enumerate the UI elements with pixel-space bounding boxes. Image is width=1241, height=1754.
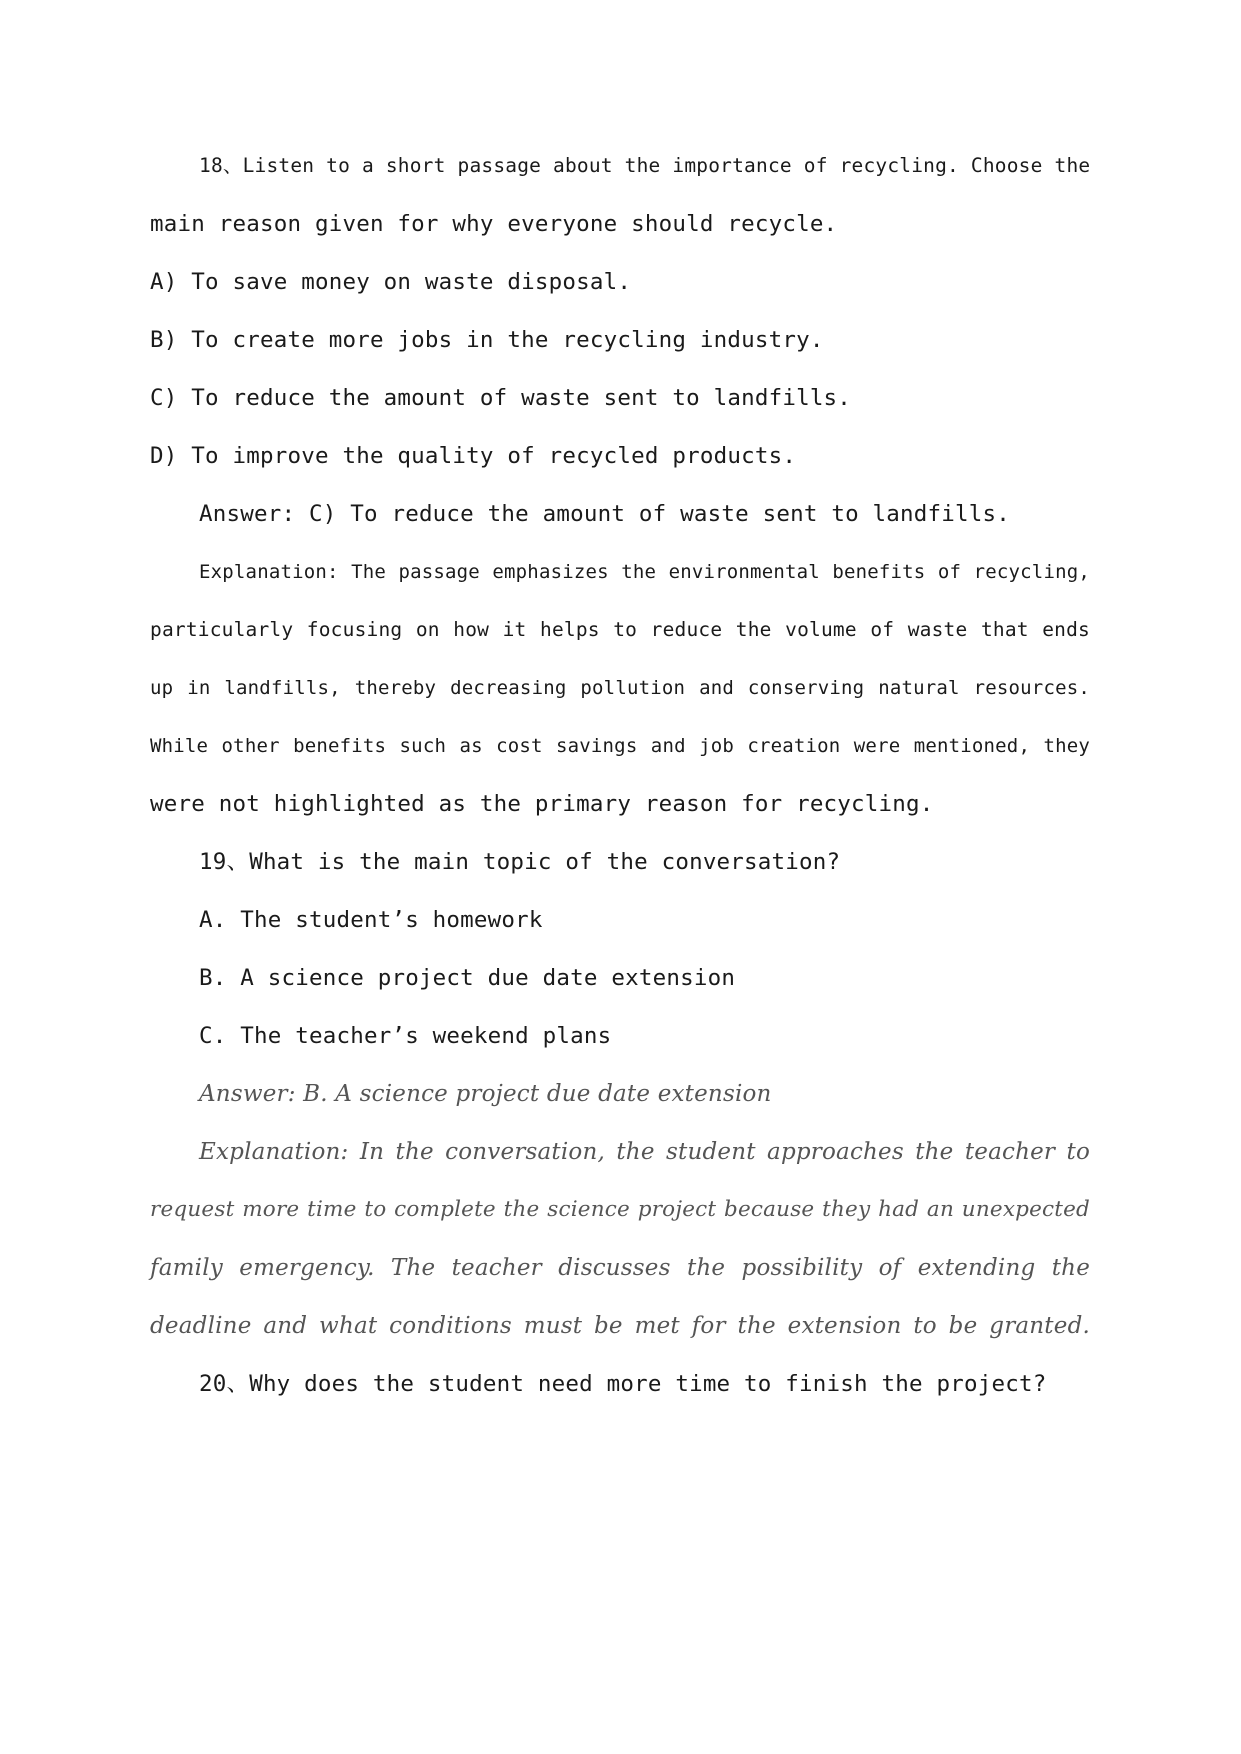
q19-option-c: C. The teacher’s weekend plans <box>199 1023 612 1049</box>
q18-option-d: D) To improve the quality of recycled products. <box>150 443 797 469</box>
q19-explanation-line-4: deadline and what conditions must be met for the extension to be granted. <box>150 1313 1090 1339</box>
q18-explanation-line-1: Explanation: The passage emphasizes the environmental benefits of recycling, <box>199 561 1090 583</box>
q18-option-c: C) To reduce the amount of waste sent to landfills. <box>150 385 852 411</box>
q18-stem-line-1: 18、Listen to a short passage about the importance of recycling. Choose the <box>199 154 1091 177</box>
q19-answer: Answer: B. A science project due date extension <box>199 1081 772 1107</box>
q18-option-b: B) To create more jobs in the recycling industry. <box>150 327 824 353</box>
q18-stem-line-2: main reason given for why everyone should recycle. <box>150 211 838 237</box>
q19-option-b: B. A science project due date extension <box>199 965 736 991</box>
q19-option-a: A. The student’s homework <box>199 907 543 933</box>
q19-stem: 19、What is the main topic of the conversation? <box>199 849 841 875</box>
q18-explanation-line-4: While other benefits such as cost savings and job creation were mentioned, they <box>150 735 1090 757</box>
q18-option-a: A) To save money on waste disposal. <box>150 269 632 295</box>
q18-explanation-line-3: up in landfills, thereby decreasing pollution and conserving natural resources. <box>150 677 1090 699</box>
q19-explanation-line-3: family emergency. The teacher discusses the possibility of extending the <box>150 1255 1090 1281</box>
q19-explanation-line-1: Explanation: In the conversation, the student approaches the teacher to <box>199 1139 1090 1165</box>
q19-explanation-line-2: request more time to complete the science project because they had an unexpected <box>150 1197 1090 1222</box>
q18-explanation-line-5: were not highlighted as the primary reason for recycling. <box>150 791 934 817</box>
q18-explanation-line-2: particularly focusing on how it helps to reduce the volume of waste that ends <box>150 618 1090 641</box>
q20-stem: 20、Why does the student need more time to finish the project? <box>199 1371 1047 1397</box>
q18-answer: Answer: C) To reduce the amount of waste sent to landfills. <box>199 501 1011 527</box>
